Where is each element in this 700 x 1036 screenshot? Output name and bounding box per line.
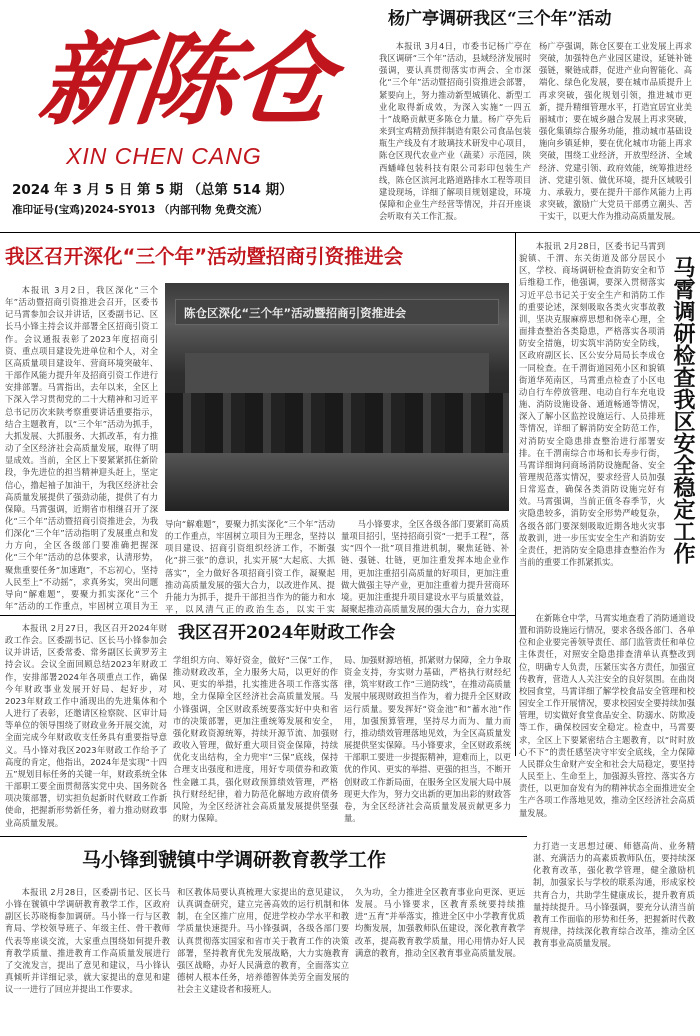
divider (0, 836, 527, 837)
masthead-title: 新陈仓 (34, 21, 335, 139)
article-school-col3: 久为功，全力推进全区教育事业向更深、更远发展。马小锋要求，区教育系统要持续推进“五育”并举落实，推进全区中小学教育优质均衡发展，加强教师队伍建设，深化教育教学改革，提高教育教学质量，用心用情办好人民满意的教育，推动全区教育事业高质量发展。 (355, 887, 525, 958)
article-maxiao-col1: 本报讯 2月28日，区委书记马霄到貌镇、千渭、东关街道及部分居民小区，学校、商场调研检查消防安全和节后维稳工作，他强调，要深入贯彻落实习近平总书记关于安全生产和消防工作的重要论述，深刻吸取各类火灾事故教训，坚决克服麻痹思想和侥幸心理，全面排查整治各类隐患，严格落实各项消防安全措施，切实筑牢消防安全防线，区政府副区长、区公安分局局长李成仓一同检查。在千渭街道园苑小区和貌镇街道华苑南区，马霄重点检查了小区电动自行车停放管理、电动自行车充电设施、消防设施设备、通道畅通等情况，深入了解小区监控设施运行、人员排班等情况，详细了解消防安全防范工作，对消防安全隐患排查整治进行部署安排。在千渭南综合市场和长寿步行街，马霄详细询问商场消防设施配备、安全管理规范落实情况，要求经营人员加强日常巡查，确保各类消防设施完好有效。马霄强调，当前正值冬春季节，火灾隐患较多，消防安全形势严峻复杂，各级各部门要深刻吸取近期各地火灾事故教训，进一步压实安全生产和消防安全责任，把消防安全隐患排查整治作为当前的重要工作抓紧抓实。 (519, 241, 665, 568)
photo-desk (165, 453, 509, 511)
article-finance-col2: 学组织方向、筹好资金，做好“三保”工作，推动财政改革，全力服务大局，以更好的作风、更实的举措，扎实推进各项工作落实落地，全力保障全区经济社会高质量发展。马小锋强调，全区财政系统要落实好中央和省市的决策部署，更加注重统筹发展和安全，强化财政资源统筹，持续开源节流、加强财政收入管理，做好重大项目资金保障，持续优化支出结构，全力兜牢“三保”底线，保持合理支出强度和进度，用好专项债券和政策性金融工具，强化财政预算绩效管理，严格执行财经纪律，着力防范化解地方政府债务风险，为全区经济社会高质量发展提供坚强的财力保障。 (173, 655, 338, 824)
divider (515, 232, 516, 756)
article-school-col4: 力打造一支思想过硬、师德高尚、业务精湛、充满活力的高素质教师队伍，要持续深化教育改革，强化教学管理，健全激励机制，加强家长与学校的联系沟通，形成家校共育合力，共助学生健康成长，提升教育质量持续提升。马小锋强调，要充分认清当前教育工作面临的形势和任务，把握新时代教育规律，持续深化教育综合改革，推动全区教育事业高质量发展。 (533, 841, 695, 949)
article-maxiao-title: 马霄调研检查我区安全稳定工作 (670, 256, 696, 564)
meeting-photo (165, 283, 509, 511)
divider (0, 232, 700, 233)
photo-stage (185, 353, 489, 393)
article-yang-title: 杨广亭调研我区“三个年”活动 (388, 9, 612, 29)
permit-line: 准印证号(宝鸡)2024-SY013 （内部刊物 免费交流） (12, 204, 268, 216)
photo-banner (175, 299, 499, 325)
article-main-col1: 本报讯 3月2日，我区深化“三个年”活动暨招商引资推进会召开，区委书记马霄参加会议并讲话，区委副书记、区长马小锋主持会议并部署全区招商引资工作。会议通报表彰了2023年度招商引资、重点项目建设先进单位和个人，对全区高质量项目建设年、营商环境突破年、干部作风能力提升年及招商引资工作进行安排部署。马霄指出，去年以来，全区上下深入学习贯彻党的二十大精神和习近平总书记历次来陕考察重要讲话重要指示，结合主题教育，以“三个年”活动为抓手，大抓发展、大抓服务、大抓改革，有力推动了全区经济社会高质量发展，取得了明显成效。当前，全区上下要紧紧抓住新阶段，争先进位的担当精神迎头赶上，坚定信心，撸起袖子加油干，为我区经济社会高质量发展提供了强劲动能，提供了有力保障。马霄强调，近期省市相继召开了深化“三个年”活动暨招商引资推进会，为我们深化“三个年”活动指明了发展重点和发力方向，全区各级部门要准确把握深化“三个年”活动的总体要求，认清形势，聚焦重要任务“加速跑”，不忘初心，坚持人民至上“不动摇”，求真务实，突出问题导向“解难题”，要聚力抓实深化“三个年”活动的工作重点，牢固树立项目为王 (5, 285, 158, 612)
article-school-col2: 和区教体局要认真梳理大家提出的意见建议，认真调查研究，建立完善高效的运行机制和体制，在全区推广应用，促进学校办学水平和教学质量快速提升。马小锋强调，各级各部门要认真贯彻落实国家和省市关于教育工作的决策部署，坚持教育优先发展战略，大力实施教育强区战略，办好人民满意的教育，全面落实立德树人根本任务，培养德智体美劳全面发展的社会主义建设者和接班人。 (177, 887, 349, 995)
divider (0, 615, 515, 616)
article-main-col2: 导向“解难题”，要聚力抓实深化“三个年”活动的工作重点，牢固树立项目为王理念，坚持以项目建设、招商引资组织经济工作，不断强化“拼三张”的意识，扎实开展“大起底、大抓落实”，全力做好各项招商引资工作，凝聚起推动高质量发展的强大合力，以改进作风、提升能力为抓手，提升干部担当作为的能力和水平，以风清气正的政治生态，以实干实 (165, 519, 335, 614)
article-finance-col1: 本报讯 2月27日，我区召开2024年财政工作会。区委副书记、区长马小锋参加会议并讲话，区委常委、常务副区长黄罗芳主持会议。会议全面回顾总结2023年财政工作，安排部署2024年各项重点工作，确保今年财政事业发展开好局、起好步，对2023年财政工作中涌现出的先进集体和个人进行了表彰，还邀请区检察院、区审计局等单位的领导围绕了财政业务开展交流，对全面完成今年财政收支任务具有重要指导意义。马小锋对我区2023年财政工作给予了高度的肯定，他指出，2024年是实现“十四五”规划目标任务的关键一年，财政系统全体干部职工要全面贯彻落实党中央、国务院各项决策部署，切实担负起新时代财政工作新使命，把握新形势新任务，着力推动财政事业高质量发展。 (5, 623, 167, 828)
photo-banner-text: 陈仓区深化“三个年”活动暨招商引资推进会 (184, 306, 407, 320)
issue-line: 2024 年 3 月 5 日 第 5 期 （总第 514 期） (12, 182, 293, 198)
article-yang-col1: 本报讯 3月4日，市委书记杨广亭在我区调研“三个年”活动，县域经济发展时强调，要认真贯彻落实市两会、全市深化“三个年”活动暨招商引资推进会部署，紧要向上，努力推动新型城镇化、新型工业化取得新成效，为深入实施“一四五十”战略贡献更多陈仓力量。杨广亭先后来到宝鸡精劲预拌制造有限公司食品包装瓶生产线及有才玻璃技术研发中心项目，陈仓区现代农业产业（蔬菜）示范园，陕西蟠峰包装科技有限公司彩印包装生产线，陈仓区滨河北路道路排水工程等项目建设现场，详细了解项目规划建设，环境保障和企业生产经营等情况，并召开座谈会听取有关工作汇报。 (379, 41, 531, 222)
article-school-title: 马小锋到虢镇中学调研教育教学工作 (82, 849, 387, 871)
masthead-pinyin: XIN CHEN CANG (66, 143, 262, 169)
article-main-col3: 马小锋要求，全区各级各部门要紧盯高质量项目招引，坚持招商引资“一把手工程”，落实“四个一批”项目推进机制，聚焦延链、补链、强链、壮链，更加注重发挥本地企业作用，更加注重招引高质量的好项目，更加注重做大做强主导产业，更加注重着力提升营商环境。更加注重提升项目建设水平与质量效益，凝聚起推动高质量发展的强大合力，奋力实现 (341, 519, 509, 614)
article-finance-col3: 局、加强财源培植，抓紧财力保障，全力争取资金支持，夯实财力基础，严格执行财经纪律，筑牢财政工作“三道防线”，在推动高质量发展中展现财政担当作为，着力提升全区财政运行质量。要发挥好“资金池”和“蓄水池”作用，加强预算管理，坚持尽力而为、量力而行，推动绩效管理落地见效，为全区高质量发展提供坚实保障。马小锋要求，全区财政系统干部职工要进一步提振精神，迎难而上，以更优的作风、更实的举措、更强的担当，不断开创财政工作新局面，在服务全区发展大局中展现更大作为，努力交出新的更加出彩的财政答卷，为全区经济社会高质量发展贡献更多力量。 (344, 655, 511, 824)
article-maxiao-col2: 在新陈仓中学，马霄实地查看了消防通道设置和消防设施运行情况，要求各级各部门、各单位和企业要完善领导责任、部门监管责任和单位主体责任，对照安全隐患排查清单认真整改到位，明确专人负责，压紧压实各方责任，加强宣传教育，营造人人关注安全的良好氛围。在曲岗校园食堂，马霄详细了解学校食品安全管理和校园安全工作开展情况，要求校园安全要持续加强管理，切实做好食堂食品安全、防溺水、防欺凌等工作，确保校园安全稳定。检查中，马霄要求，全区上下要紧密结合主题教育，以“时时放心不下”的责任感坚决守牢安全底线，全力保障人民群众生命财产安全和社会大局稳定，要坚持人民至上、生命至上，加强源头管控、落实各方责任，以更加奋发有为的精神状态全面推进安全生产各项工作落地见效，推动全区经济社会高质量发展。 (519, 613, 695, 818)
article-yang-col2: 杨广亭强调，陈仓区要在工业发展上再求突破，加强特色产业园区建设，延链补链强链，聚链成群，促进产业向智能化、高端化、绿色化发展，要在城市品质提升上再求突破，强化规划引领，推进城市更新，提升精细管理水平，打造宜居宜业美丽城市；要在城乡融合发展上再求突破，强化集镇综合服务功能，推动城市基础设施向乡镇延伸，要在优化城市功能上再求突破，围绕工业经济，开放型经济、全域经济、党建引领、政府效能，统筹推进经济、党建引领、做优环境，提升区域吸引力、承载力，要在提升干部作风能力上再求突破，激励广大党员干部勇立潮头、苦干实干，以更大作为推动高质量发展。 (539, 41, 692, 222)
article-school-col1: 本报讯 2月28日，区委副书记、区长马小锋在虢镇中学调研教育教学工作，区政府副区长苏晓梅参加调研。马小锋一行与区教育局、学校领导班子、年级主任、骨干教师代表等座谈交流，大家重点围绕如何提升教育教学质量、推进教育工作高质量发展进行了交流发言，提出了意见和建议，马小锋认真倾听并详细记录，就大家提出的意见和建议一一进行了回应并提出工作要求。 (5, 887, 170, 995)
masthead (0, 0, 372, 232)
article-finance-title: 我区召开2024年财政工作会 (178, 623, 396, 643)
article-main-title: 我区召开深化“三个年”活动暨招商引资推进会 (5, 245, 404, 268)
